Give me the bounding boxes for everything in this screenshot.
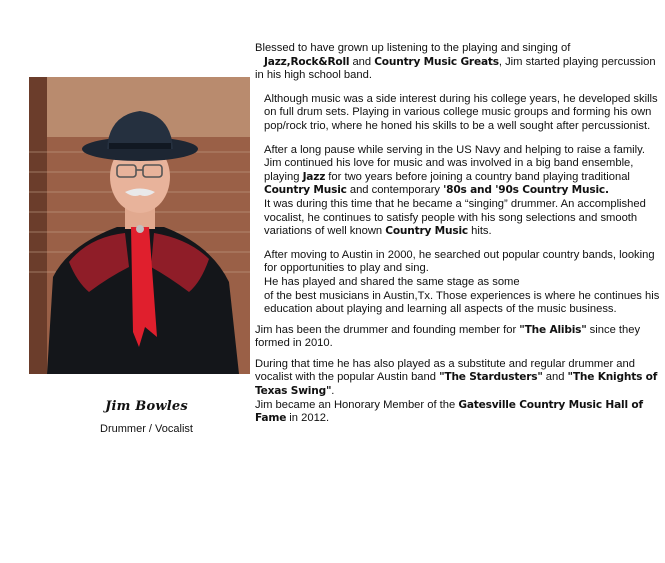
caption-name: Jim Bowles bbox=[105, 399, 188, 414]
bio-text: Jim became an Honorary Member of the bbox=[255, 398, 459, 411]
bio-text: Jim has been the drummer and founding member for bbox=[255, 323, 520, 336]
bio-paragraph-3 bbox=[255, 144, 660, 239]
bio-text: of the best musicians in Austin,Tx. Those experiences is where he continues his education about playing and learning all aspects of the music business. bbox=[264, 289, 660, 316]
bio-paragraph-2: Although music was a side interest during his college years, he developed skills on full drum sets. Playing in various college music groups and forming his own pop/rock trio, where he honed his skills to be a well sought after percussionist. bbox=[264, 92, 658, 132]
bio-highlight: Gatesville Country Music Hall of Fame bbox=[255, 398, 643, 425]
bio-highlight: Country Music Greats bbox=[374, 55, 499, 68]
bio-text: , Jim started playing percussion in his high school band. bbox=[255, 55, 656, 82]
bio-highlight: Jazz,Rock&Roll bbox=[264, 55, 350, 68]
portrait-photo bbox=[29, 77, 250, 374]
bio-highlight: "The Knights of Texas Swing" bbox=[255, 371, 658, 398]
bio-text: since they formed in 2010. bbox=[255, 323, 641, 350]
bio-text: After moving to Austin in 2000, he searched out popular country bands, looking for opportunities to play and sing. bbox=[264, 248, 655, 275]
bio-highlight: Country Music bbox=[385, 225, 468, 238]
bio-paragraph-1 bbox=[255, 42, 660, 83]
bio-highlight: '80s and '90s Country Music. bbox=[443, 184, 609, 197]
bio-text: . bbox=[331, 385, 335, 398]
bio-text: He has played and shared the same stage as some bbox=[264, 275, 520, 288]
bio-text: for two years before joining a country band playing traditional bbox=[325, 170, 630, 183]
bio-text: After a long pause while serving in the US Navy and helping to raise a family. Jim continued his love for music and was involved in a big band ensemble, playing bbox=[264, 143, 645, 183]
bio-highlight: "The Alibis" bbox=[519, 323, 587, 336]
bio-text: and bbox=[542, 371, 568, 384]
caption-role: Drummer / Vocalist bbox=[100, 423, 193, 435]
bio-highlight: Jazz bbox=[302, 170, 326, 183]
bio-paragraph-4 bbox=[255, 249, 660, 317]
bio-text: and bbox=[349, 55, 375, 68]
biography-text bbox=[255, 42, 660, 426]
bio-text: and contemporary bbox=[346, 184, 444, 197]
bio-text: in 2012. bbox=[286, 412, 330, 425]
bio-paragraph-5 bbox=[255, 324, 660, 351]
bio-text: It was during this time that he became a “singing” drummer. An accomplished vocalist, he continues to satisfy people with his song selections and smooth variations of well known bbox=[264, 197, 646, 238]
bio-text: During that time he has also played as a substitute and regular drummer and vocalist with the popular Austin band bbox=[255, 357, 635, 384]
bio-paragraph-7 bbox=[255, 399, 660, 426]
bio-highlight: Country Music bbox=[264, 184, 347, 197]
bio-highlight: "The Stardusters" bbox=[439, 371, 543, 384]
bio-text: hits. bbox=[468, 225, 492, 238]
bio-paragraph-6 bbox=[255, 358, 660, 399]
bio-text: Blessed to have grown up listening to the playing and singing of bbox=[255, 42, 571, 54]
